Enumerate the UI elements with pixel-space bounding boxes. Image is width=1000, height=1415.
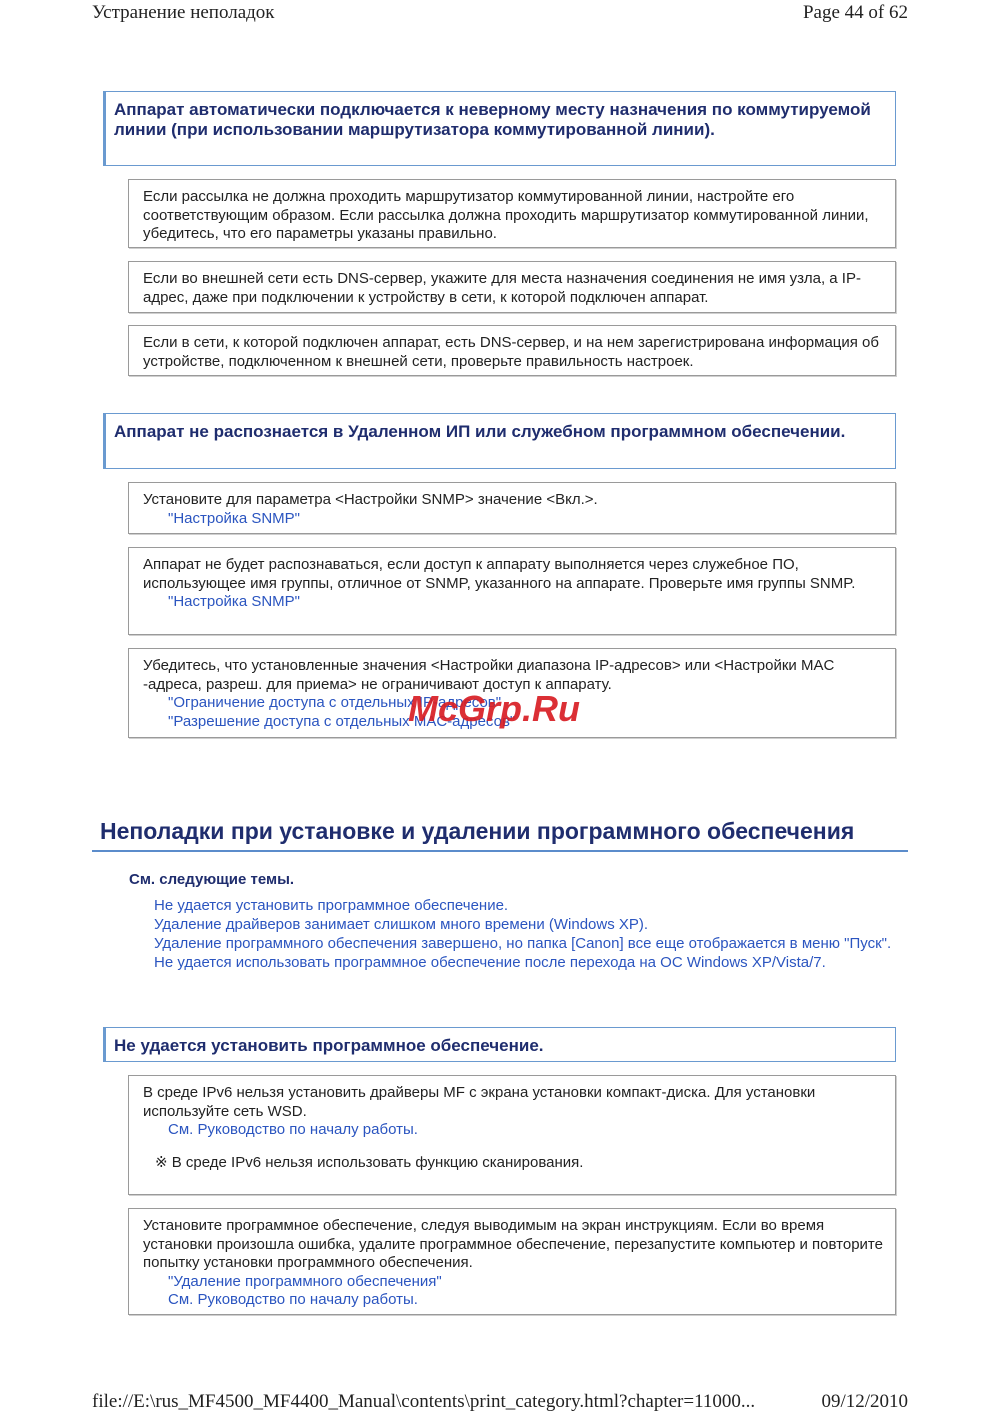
watermark: McGrp.Ru [408,688,581,729]
link-mac-permission[interactable]: "Разрешение доступа с отдельных MAC-адресов" [168,712,516,730]
topic-link[interactable]: Удаление драйверов занимает слишком много времени (Windows XP). [154,916,649,933]
info-box [128,547,896,635]
page-number: Page 44 of 62 [802,2,908,23]
info-box [128,261,896,313]
info-box [128,179,896,248]
section-title: Неполадки при установке и удалении программного обеспечения [100,818,855,844]
section-heading-not-recognized: Аппарат не распознается в Удаленном ИП или служебном программном обеспечении. [103,413,896,469]
info-box [128,1075,896,1195]
topic-link[interactable]: Не удается установить программное обеспечение. [154,897,509,914]
see-topics-label: См. следующие темы. [129,871,295,888]
info-text: Аппарат не будет распознаваться, если доступ к аппарату выполняется через служебное ПО, использующее имя группы, отличное от SNMP, указанного на аппарате. Проверьте имя группы SNMP. [143,556,856,592]
info-box [128,482,896,534]
info-text: В среде IPv6 нельзя установить драйверы MF с экрана установки компакт-диска. Для установки используйте сеть WSD. [143,1084,816,1120]
link-getting-started[interactable]: См. Руководство по началу работы. [168,1121,418,1139]
note-text: ※ В среде IPv6 нельзя использовать функцию сканирования. [155,1153,584,1171]
info-text: Установите для параметра <Настройки SNMP> значение <Вкл.>. [143,491,598,508]
footer-path: file://E:\rus_MF4500_MF4400_Manual\contents\print_category.html?chapter=11000... [92,1391,756,1412]
topic-list [154,896,899,972]
info-box [128,1208,896,1315]
link-getting-started[interactable]: См. Руководство по началу работы. [168,1291,418,1309]
section-heading-cannot-install: Не удается установить программное обеспечение. [103,1027,896,1062]
footer-date: 09/12/2010 [821,1391,908,1412]
page-header [92,2,908,24]
section-divider [92,850,908,852]
info-box [128,325,896,376]
topic-link[interactable]: Не удается использовать программное обеспечение после перехода на ОС Windows XP/Vista/7. [154,954,826,971]
section-heading-wrong-destination: Аппарат автоматически подключается к неверному месту назначения по коммутируемой линии (при использовании маршрутизатора коммутированной линии). [103,91,896,166]
link-snmp-settings[interactable]: "Настройка SNMP" [168,593,300,611]
info-text: Если во внешней сети есть DNS-сервер, укажите для места назначения соединения не имя узла, а IP-адрес, даже при подключении к устройству в сети, к которой подключен аппарат. [143,270,861,306]
info-text: Если в сети, к которой подключен аппарат, есть DNS-сервер, и на нем зарегистрирована информация об устройстве, подключенном к внешней сети, проверьте правильность настроек. [143,334,879,370]
link-uninstall-software[interactable]: "Удаление программного обеспечения" [168,1272,442,1290]
link-ip-restriction[interactable]: "Ограничение доступа с отдельных IP-адресов" [168,694,502,712]
info-text: Если рассылка не должна проходить маршрутизатор коммутированной линии, настройте его соответствующим образом. Если рассылка должна проходить маршрутизатор коммутированной линии, убедитесь, что его параметры указаны правильно. [143,188,869,243]
page-footer [92,1391,908,1413]
link-snmp-settings[interactable]: "Настройка SNMP" [168,509,300,527]
topic-link[interactable]: Удаление программного обеспечения завершено, но папка [Canon] все еще отображается в меню "Пуск". [154,935,892,952]
info-text: Установите программное обеспечение, следуя выводимым на экран инструкциям. Если во время установки произошла ошибка, удалите программное обеспечение, перезапустите компьютер и повторите попытку установки программного обеспечения. [143,1217,883,1272]
info-text: Убедитесь, что установленные значения <Настройки диапазона IP-адресов> или <Настройки MAC -адреса, разреш. для приема> не ограничивают доступ к аппарату. [143,657,835,693]
header-title: Устранение неполадок [92,2,275,23]
